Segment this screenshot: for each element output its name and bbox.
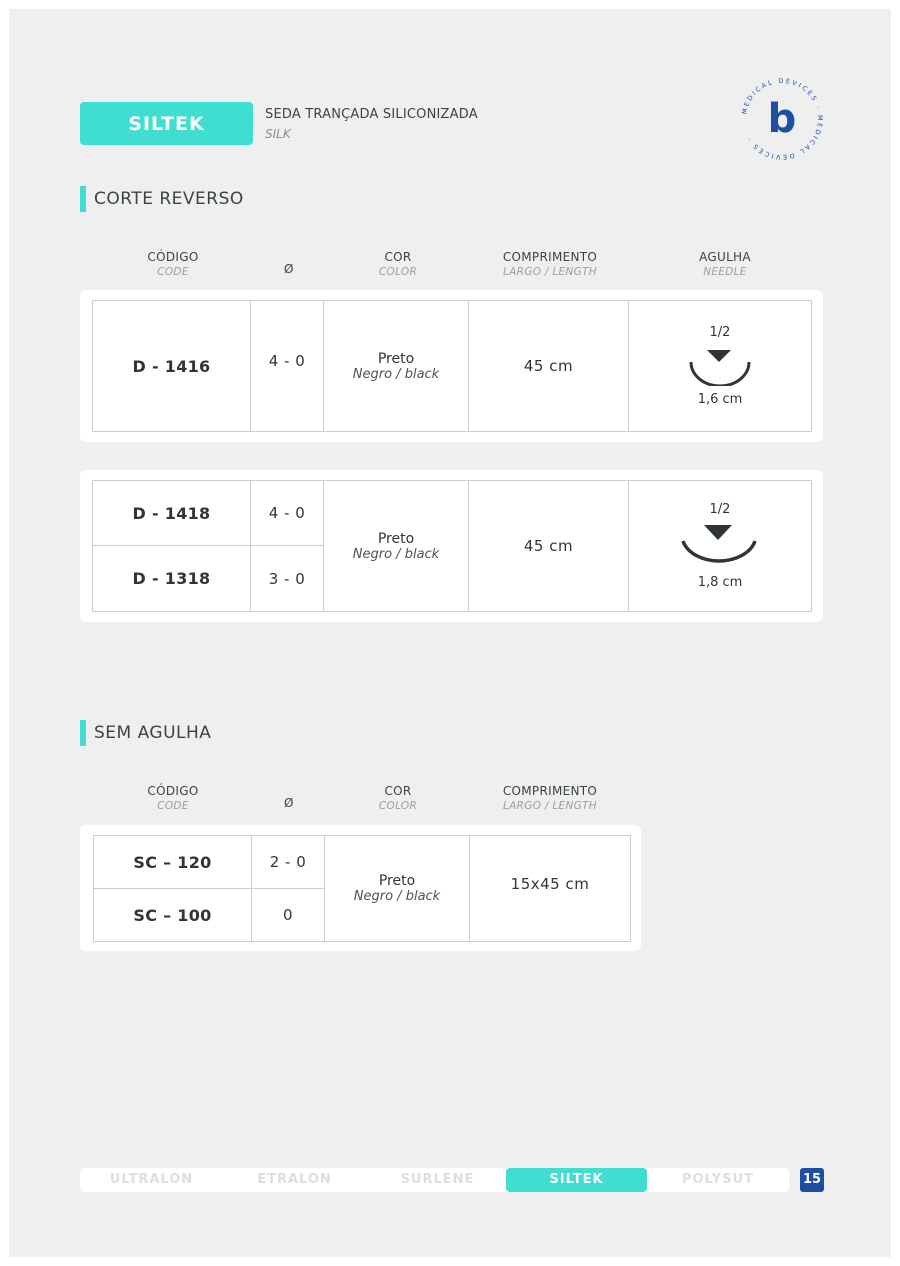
header-diameter: Ø bbox=[284, 262, 294, 276]
table-cell-diameter: 2 - 0 bbox=[251, 835, 325, 889]
table-cell-diameter: 4 - 0 bbox=[250, 300, 324, 432]
table-cell-code: D - 1318 bbox=[92, 545, 251, 612]
table-cell-color: Preto Negro / black bbox=[323, 480, 469, 612]
page-number: 15 bbox=[800, 1168, 824, 1192]
section-title-sem-agulha: SEM AGULHA bbox=[94, 723, 212, 743]
nav-item-etralon[interactable]: ETRALON bbox=[257, 1172, 332, 1187]
header-code: CÓDIGO CODE bbox=[147, 784, 199, 812]
nav-item-siltek[interactable]: SILTEK bbox=[506, 1168, 647, 1192]
table-cell-diameter: 3 - 0 bbox=[250, 545, 324, 612]
table-cell-code: SC – 100 bbox=[93, 888, 252, 942]
product-subtitle: SILK bbox=[265, 127, 291, 141]
header-needle: AGULHA NEEDLE bbox=[699, 250, 751, 278]
section-accent-bar bbox=[80, 186, 86, 212]
logo-ring-text: MEDICAL DEVICES · MEDICAL DEVICES · bbox=[740, 76, 825, 162]
nav-item-polysut[interactable]: POLYSUT bbox=[681, 1172, 755, 1187]
table-cell-color: Preto Negro / black bbox=[323, 300, 469, 432]
table-cell-needle: 1/2 1,8 cm bbox=[628, 480, 812, 612]
header-color: COR COLOR bbox=[378, 784, 418, 812]
table-cell-length: 15x45 cm bbox=[469, 835, 631, 942]
table-cell-diameter: 0 bbox=[251, 888, 325, 942]
header-length: COMPRIMENTO LARGO / LENGTH bbox=[502, 784, 598, 812]
header-color: COR COLOR bbox=[378, 250, 418, 278]
header-code: CÓDIGO CODE bbox=[147, 250, 199, 278]
table-cell-code: D - 1416 bbox=[92, 300, 251, 432]
table-cell-color: Preto Negro / black bbox=[324, 835, 470, 942]
section-title-corte-reverso: CORTE REVERSO bbox=[94, 189, 244, 209]
product-nav-bar bbox=[80, 1168, 789, 1192]
table-cell-length: 45 cm bbox=[468, 480, 629, 612]
table-cell-length: 45 cm bbox=[468, 300, 629, 432]
table-cell-code: D - 1418 bbox=[92, 480, 251, 546]
nav-item-ultralon[interactable]: ULTRALON bbox=[109, 1172, 194, 1187]
needle-curve-icon bbox=[687, 346, 753, 386]
section-accent-bar bbox=[80, 720, 86, 746]
table-cell-diameter: 4 - 0 bbox=[250, 480, 324, 546]
product-title: SEDA TRANÇADA SILICONIZADA bbox=[265, 107, 478, 122]
header-length: COMPRIMENTO LARGO / LENGTH bbox=[502, 250, 598, 278]
nav-item-surlene[interactable]: SURLENE bbox=[400, 1172, 475, 1187]
company-logo bbox=[735, 72, 829, 166]
header-diameter: Ø bbox=[284, 796, 294, 810]
table-cell-needle: 1/2 1,6 cm bbox=[628, 300, 812, 432]
logo-letter: b bbox=[767, 96, 797, 142]
product-badge: SILTEK bbox=[80, 102, 253, 145]
table-cell-code: SC – 120 bbox=[93, 835, 252, 889]
needle-curve-icon bbox=[680, 523, 760, 569]
